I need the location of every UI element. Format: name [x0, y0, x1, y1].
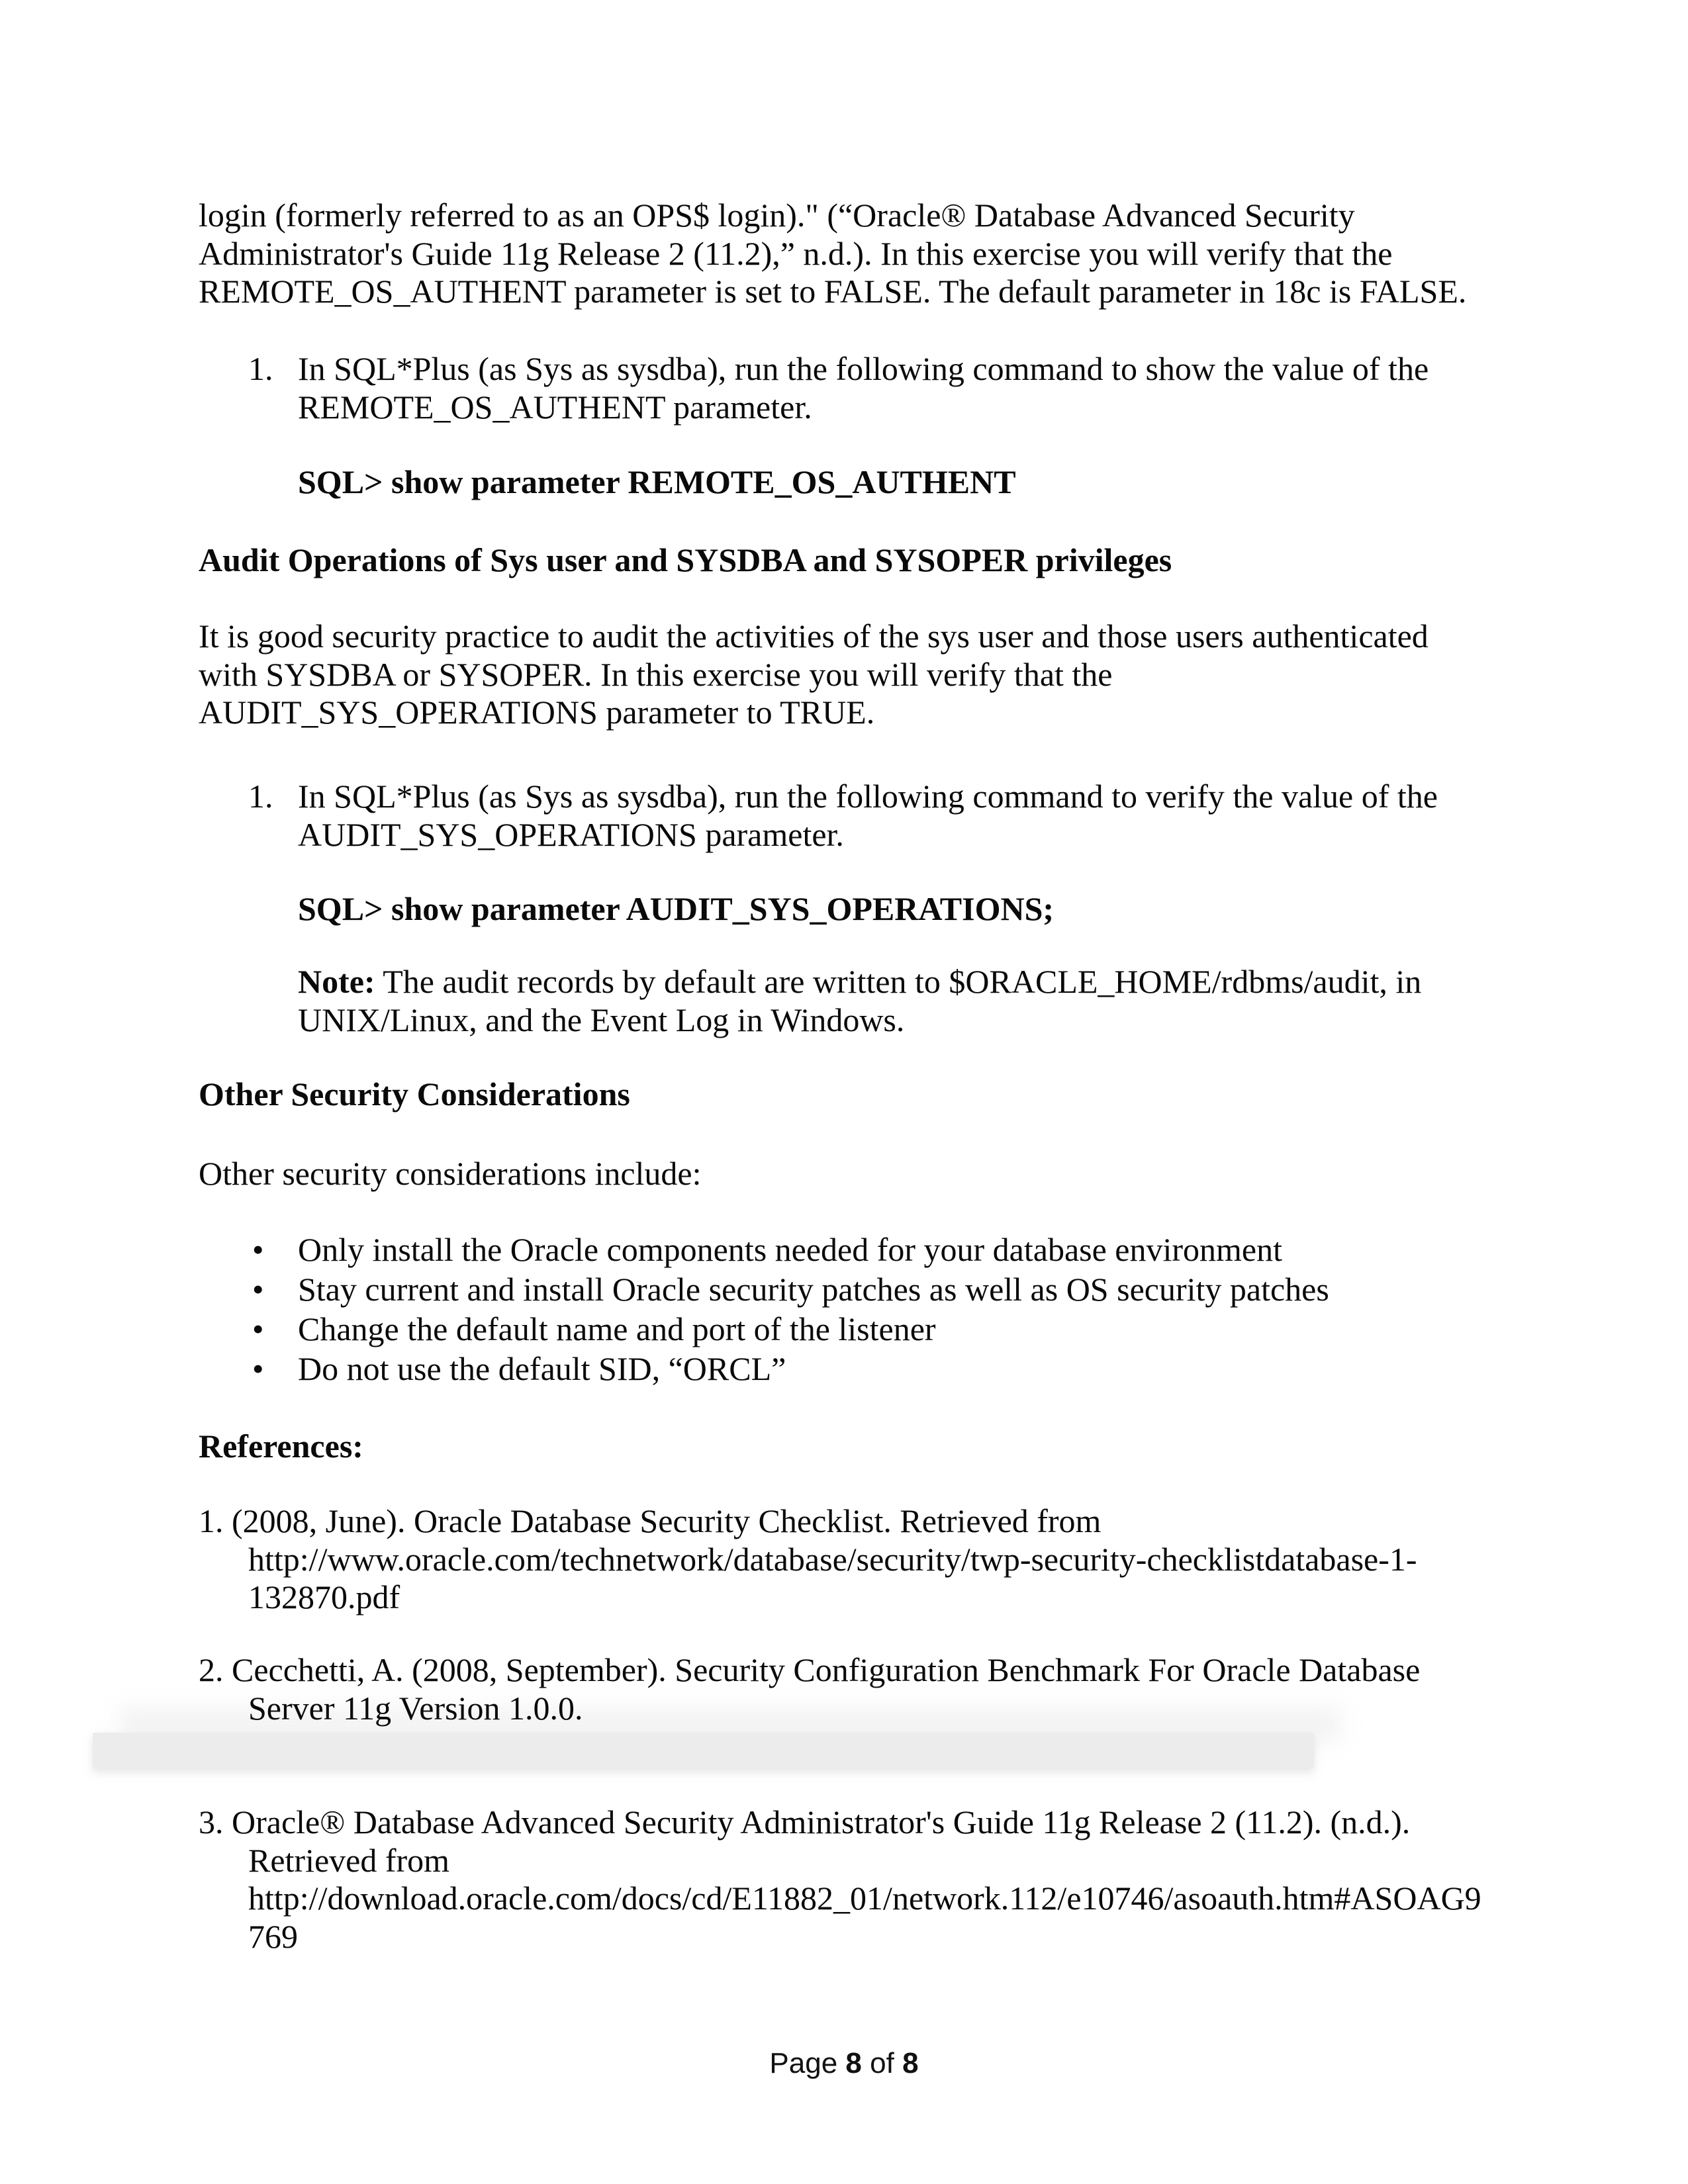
bullet-icon: • — [252, 1231, 264, 1268]
sql-command-remote-os-authent: SQL> show parameter REMOTE_OS_AUTHENT — [298, 463, 1016, 500]
step-text: In SQL*Plus (as Sys as sysdba), run the following command to verify the value of the — [298, 778, 1438, 815]
paragraph-line: It is good security practice to audit the activities of the sys user and those users authenticated — [199, 617, 1429, 655]
bullet-item — [248, 1269, 1329, 1309]
bullet-item — [248, 1230, 1329, 1269]
paragraph-line: AUDIT_SYS_OPERATIONS parameter to TRUE. — [199, 694, 875, 731]
note-text: The audit records by default are written to $ORACLE_HOME/rdbms/audit, in — [375, 963, 1422, 1000]
reference-text: Cecchetti, A. (2008, September). Security Configuration Benchmark For Oracle Database — [232, 1651, 1421, 1688]
audit-paragraph — [199, 617, 1429, 732]
reference-line: http://www.oracle.com/technetwork/database/security/twp-security-checklistdatabase-1- — [248, 1540, 1417, 1578]
page-footer — [0, 2046, 1688, 2081]
bullet-list — [248, 1230, 1329, 1388]
numbered-step-remote-os-authent — [248, 350, 1429, 426]
other-security-paragraph: Other security considerations include: — [199, 1155, 702, 1192]
bullet-text: Only install the Oracle components needed for your database environment — [298, 1231, 1283, 1268]
reference-line — [199, 1502, 1417, 1541]
section-heading-other-security: Other Security Considerations — [199, 1075, 630, 1113]
step-line: REMOTE_OS_AUTHENT parameter. — [298, 388, 812, 426]
paragraph-line: Administrator's Guide 11g Release 2 (11.2),” n.d.). In this exercise you will verify that the — [199, 234, 1393, 272]
note-paragraph — [298, 963, 1421, 1039]
bullet-icon: • — [252, 1271, 264, 1308]
paragraph-line: login (formerly referred to as an OPS$ login)." (“Oracle® Database Advanced Security — [199, 197, 1355, 234]
step-line — [248, 350, 1429, 388]
paragraph-line: with SYSDBA or SYSOPER. In this exercise you will verify that the — [199, 655, 1113, 693]
bullet-text: Stay current and install Oracle security patches as well as OS security patches — [298, 1271, 1329, 1308]
reference-line: 769 — [248, 1917, 298, 1955]
step-line — [248, 778, 1438, 816]
reference-item — [199, 1803, 1481, 1956]
bullet-icon: • — [252, 1310, 264, 1347]
reference-number: 1. — [199, 1502, 224, 1539]
bullet-text: Change the default name and port of the listener — [298, 1310, 936, 1347]
footer-page-number: 8 — [845, 2047, 862, 2079]
footer-prefix: Page — [769, 2047, 838, 2079]
reference-line — [199, 1803, 1481, 1842]
step-line: AUDIT_SYS_OPERATIONS parameter. — [298, 815, 844, 853]
reference-item — [199, 1651, 1420, 1727]
reference-line: Retrieved from — [248, 1841, 450, 1879]
reference-number: 2. — [199, 1651, 224, 1688]
note-line — [298, 963, 1421, 1001]
bullet-item — [248, 1309, 1329, 1349]
references-heading: References: — [199, 1428, 363, 1465]
reference-text: (2008, June). Oracle Database Security Checklist. Retrieved from — [232, 1502, 1102, 1539]
bullet-icon: • — [252, 1350, 264, 1387]
list-number: 1. — [248, 350, 273, 387]
paragraph-line: REMOTE_OS_AUTHENT parameter is set to FALSE. The default parameter in 18c is FALSE. — [199, 273, 1467, 310]
footer-separator: of — [870, 2047, 894, 2079]
reference-line: 132870.pdf — [248, 1578, 400, 1615]
footer-total-pages: 8 — [902, 2047, 919, 2079]
bullet-item — [248, 1349, 1329, 1388]
note-label: Note: — [298, 963, 375, 1000]
step-text: In SQL*Plus (as Sys as sysdba), run the following command to show the value of the — [298, 350, 1429, 387]
reference-line: http://download.oracle.com/docs/cd/E11882_01/network.112/e10746/asoauth.htm#ASOAG9 — [248, 1880, 1481, 1917]
whiteout-artifact — [93, 1733, 1314, 1768]
reference-item — [199, 1502, 1417, 1617]
section-heading-audit-operations: Audit Operations of Sys user and SYSDBA and SYSOPER privileges — [199, 541, 1172, 578]
sql-command-audit-sys-operations: SQL> show parameter AUDIT_SYS_OPERATIONS; — [298, 890, 1055, 927]
reference-line — [199, 1651, 1420, 1690]
reference-line: Server 11g Version 1.0.0. — [248, 1689, 583, 1727]
intro-paragraph — [199, 197, 1466, 311]
reference-text: Oracle® Database Advanced Security Administrator's Guide 11g Release 2 (11.2). (n.d.). — [232, 1803, 1411, 1841]
note-line: UNIX/Linux, and the Event Log in Windows. — [298, 1001, 905, 1038]
numbered-step-audit-sys-operations — [248, 778, 1438, 854]
list-number: 1. — [248, 778, 273, 815]
reference-number: 3. — [199, 1803, 224, 1841]
bullet-text: Do not use the default SID, “ORCL” — [298, 1350, 786, 1387]
